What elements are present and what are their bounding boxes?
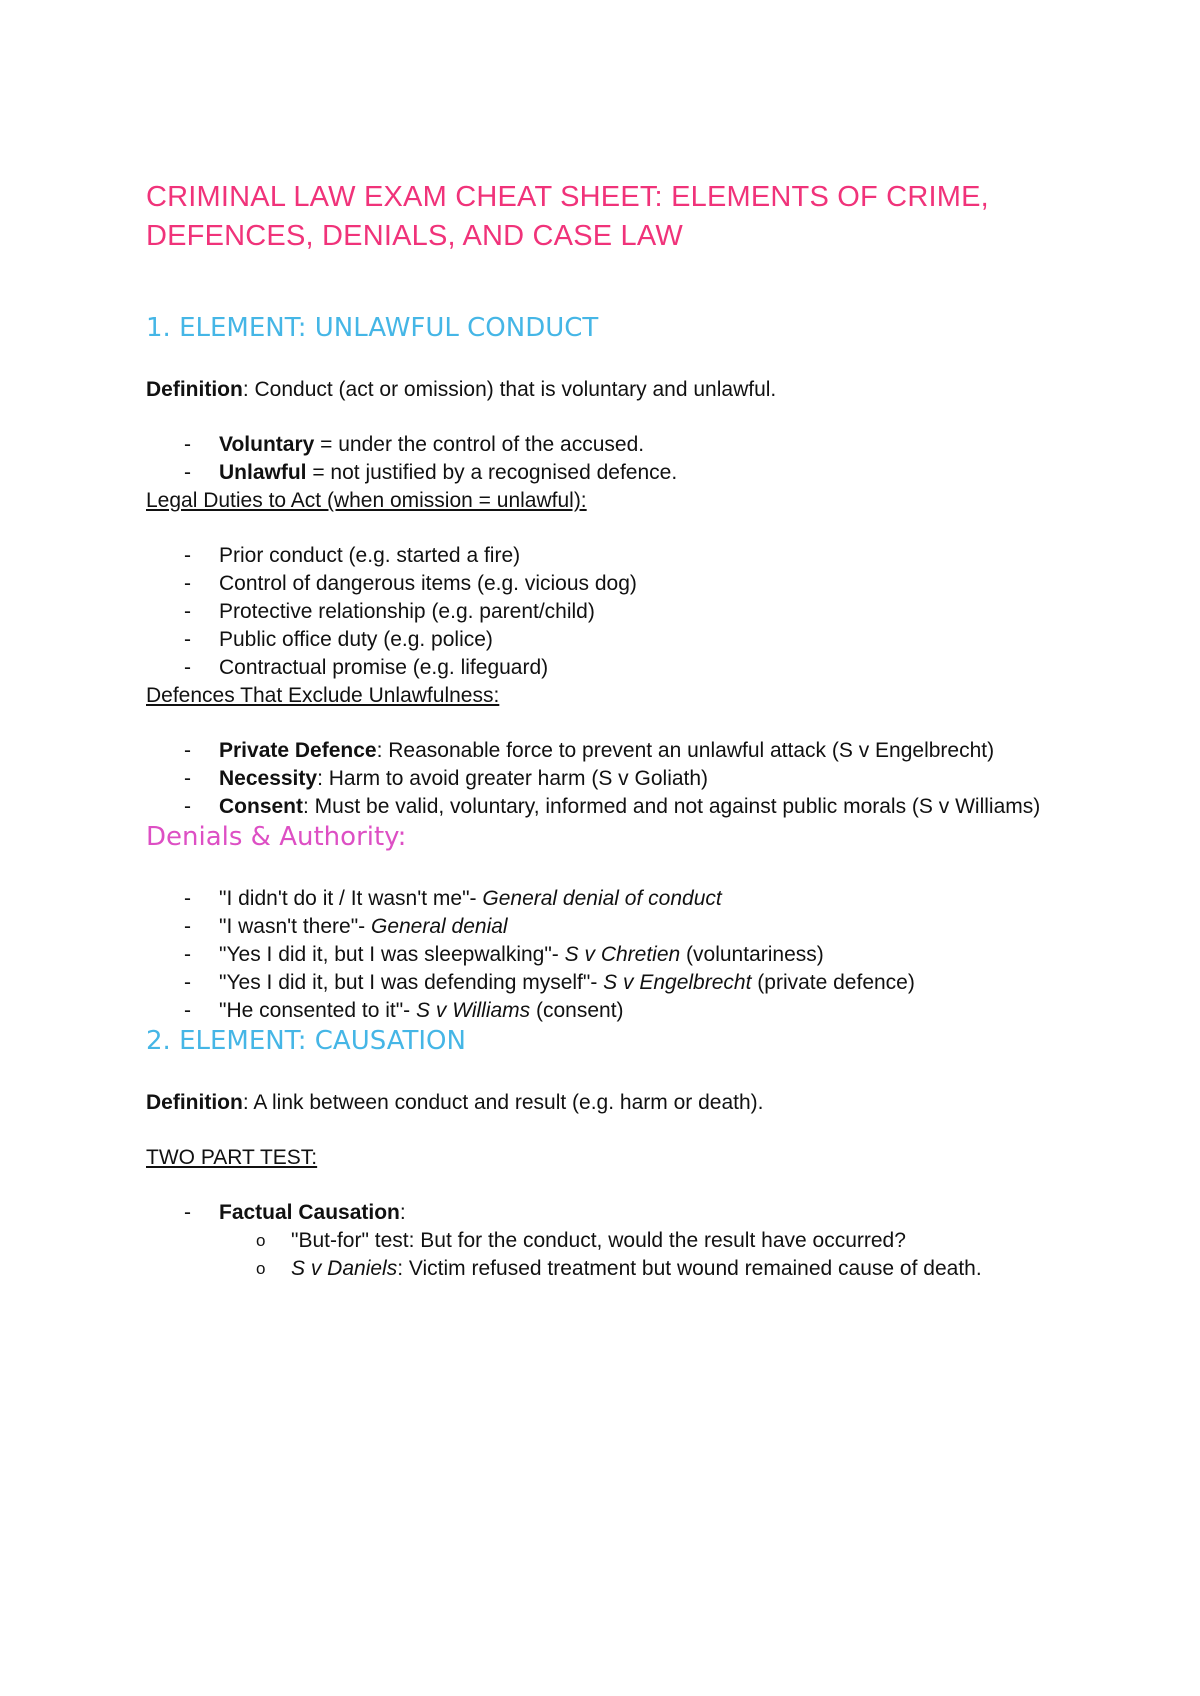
list-item [146,626,1076,654]
denial-case: S v Engelbrecht [603,971,752,994]
factual-sublist [146,1227,1076,1283]
list-item [146,913,1076,941]
dash-bullet: - [184,999,191,1022]
list-item [146,765,1076,793]
duty-text: Prior conduct (e.g. started a fire) [219,544,521,567]
list-item [146,598,1076,626]
page-title: CRIMINAL LAW EXAM CHEAT SHEET: ELEMENTS OF CRIME, DEFENCES, DENIALS, AND CASE LAW [146,181,989,252]
dash-bullet: - [184,1201,191,1224]
term-text: = under the control of the accused. [314,433,645,456]
circle-bullet: o [256,1231,266,1250]
list-item [146,793,1076,821]
sub-item-text: : Victim refused treatment but wound remained cause of death. [397,1257,982,1280]
list-item [146,431,1076,459]
denial-case: S v Chretien [564,943,681,966]
dash-bullet: - [184,915,191,938]
dash-bullet: - [184,739,191,762]
duty-text: Protective relationship (e.g. parent/child) [219,600,595,623]
denial-quote: "Yes I did it, but I was sleepwalking"- [219,943,565,966]
factual-label: Factual Causation [219,1201,400,1224]
sub-list-item [146,1227,1076,1255]
denial-quote: "I didn't do it / It wasn't me"- [219,887,483,910]
document-content [146,178,1076,1283]
defence-label: Consent [219,795,303,818]
section1-heading: 1. ELEMENT: UNLAWFUL CONDUCT [146,313,599,343]
term-text: = not justified by a recognised defence. [306,461,678,484]
definition-text: : A link between conduct and result (e.g. harm or death). [242,1091,764,1114]
dash-bullet: - [184,943,191,966]
sub-list-item [146,1255,1076,1283]
defences-heading: Defences That Exclude Unlawfulness: [146,684,500,707]
definition-label: Definition [146,1091,243,1114]
list-item [146,941,1076,969]
dash-bullet: - [184,600,191,623]
dash-bullet: - [184,461,191,484]
duties-heading: Legal Duties to Act (when omission = unlawful): [146,489,587,512]
denial-note: (consent) [530,999,624,1022]
denial-quote: "He consented to it"- [219,999,417,1022]
list-item [146,737,1076,765]
list-item [146,459,1076,487]
denial-quote: "I wasn't there"- [219,915,371,938]
dash-bullet: - [184,795,191,818]
denials-list [146,885,1076,1025]
sub-item-text: "But-for" test: But for the conduct, would the result have occurred? [291,1229,906,1252]
dash-bullet: - [184,767,191,790]
dash-bullet: - [184,971,191,994]
term-label: Unlawful [219,461,307,484]
factual-suffix: : [399,1201,406,1224]
defences-list [146,737,1076,821]
dash-bullet: - [184,656,191,679]
duty-text: Control of dangerous items (e.g. vicious dog) [219,572,637,595]
defence-text: : Harm to avoid greater harm (S v Goliath) [317,767,709,790]
section2-heading: 2. ELEMENT: CAUSATION [146,1026,466,1056]
dash-bullet: - [184,544,191,567]
dash-bullet: - [184,572,191,595]
defence-text: : Reasonable force to prevent an unlawful attack (S v Engelbrecht) [376,739,995,762]
duties-list [146,542,1076,682]
list-item [146,997,1076,1025]
denial-case: General denial [370,915,508,938]
list-item [146,542,1076,570]
duty-text: Public office duty (e.g. police) [219,628,493,651]
list-item [146,570,1076,598]
dash-bullet: - [184,433,191,456]
circle-bullet: o [256,1259,266,1278]
list-item [146,1199,1076,1227]
definition-label: Definition [146,378,243,401]
denial-note: (voluntariness) [680,943,824,966]
denial-quote: "Yes I did it, but I was defending myself"- [219,971,604,994]
defence-text: : Must be valid, voluntary, informed and not against public morals (S v Williams) [303,795,1041,818]
definition-text: : Conduct (act or omission) that is voluntary and unlawful. [242,378,777,401]
sub-item-lead: S v Daniels [291,1257,398,1280]
terms-list [146,431,1076,487]
section1-definition [146,376,1076,404]
denial-case: S v Williams [416,999,531,1022]
duty-text: Contractual promise (e.g. lifeguard) [219,656,549,679]
list-item [146,885,1076,913]
denials-heading: Denials & Authority: [146,822,407,852]
term-label: Voluntary [219,433,315,456]
denial-note: (private defence) [751,971,915,994]
causation-list [146,1199,1076,1227]
list-item [146,654,1076,682]
section2-definition [146,1089,1076,1117]
dash-bullet: - [184,887,191,910]
defence-label: Necessity [219,767,318,790]
test-heading: TWO PART TEST: [146,1146,318,1169]
dash-bullet: - [184,628,191,651]
denial-case: General denial of conduct [482,887,722,910]
list-item [146,969,1076,997]
defence-label: Private Defence [219,739,377,762]
